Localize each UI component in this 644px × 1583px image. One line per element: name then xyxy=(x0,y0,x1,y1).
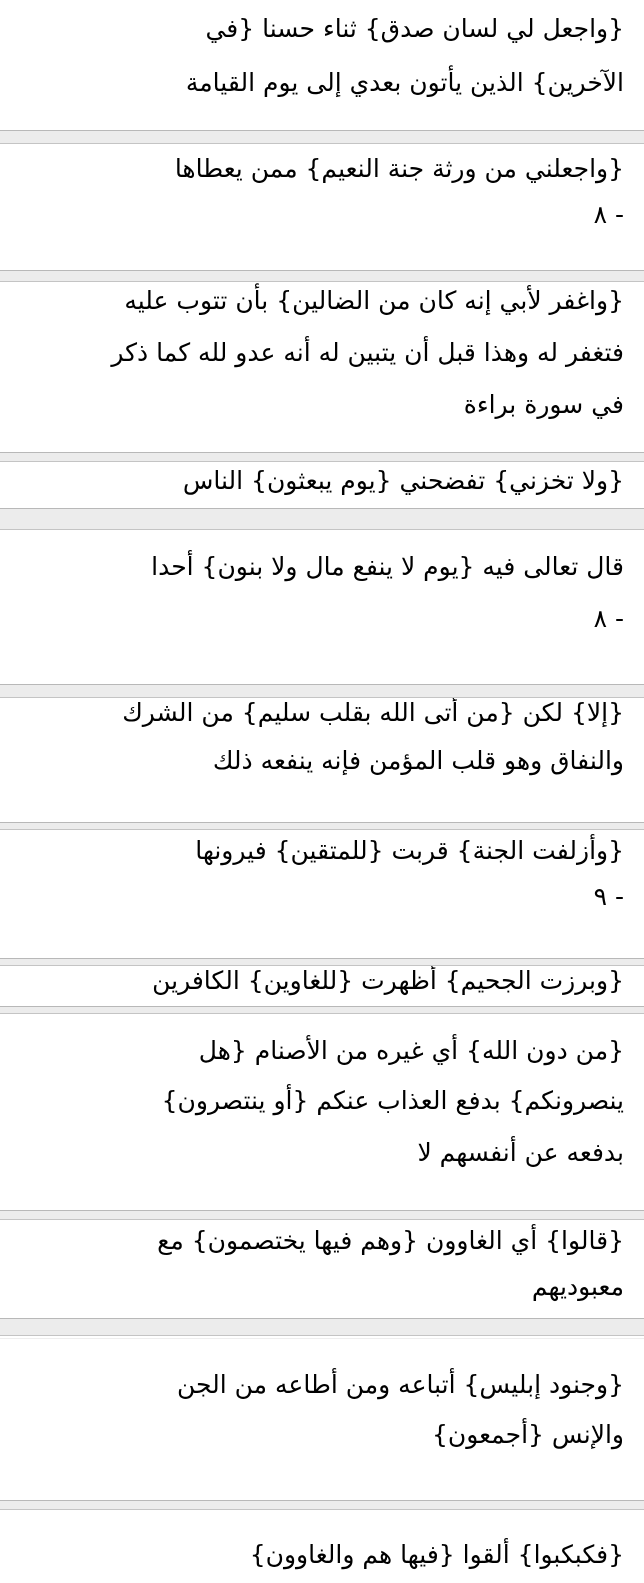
separator-3 xyxy=(0,452,644,462)
text-card-9 xyxy=(0,1014,644,1210)
separator-2 xyxy=(0,270,644,282)
card-6-line-1: {إلا} لكن {من أتى الله بقلب سليم} من الشرك xyxy=(122,698,624,727)
text-card-10 xyxy=(0,1220,644,1318)
card-11-line-2: والإنس {أجمعون} xyxy=(431,1420,624,1449)
card-10-line-1: {قالوا} أي الغاوون {وهم فيها يختصمون} مع xyxy=(157,1226,624,1255)
separator-11 xyxy=(0,1500,644,1510)
card-6-line-2: والنفاق وهو قلب المؤمن فإنه ينفعه ذلك xyxy=(212,746,624,775)
text-card-6 xyxy=(0,698,644,822)
separator-10 xyxy=(0,1318,644,1336)
separator-7 xyxy=(0,958,644,966)
card-12-line-1: {فكبكبوا} ألقوا {فيها هم والغاوون} xyxy=(249,1540,624,1569)
card-4-line-1: {ولا تخزني} تفضحني {يوم يبعثون} الناس xyxy=(182,466,624,495)
faint-divider xyxy=(0,1338,644,1339)
card-8-line-1: {وبرزت الجحيم} أظهرت {للغاوين} الكافرين xyxy=(152,966,624,995)
card-9-line-1: {من دون الله} أي غيره من الأصنام {هل xyxy=(198,1036,624,1065)
card-5-line-1: قال تعالى فيه {يوم لا ينفع مال ولا بنون} أحدا xyxy=(151,552,624,581)
card-1-line-2: الآخرين} الذين يأتون بعدي إلى يوم القيامة xyxy=(185,68,624,97)
text-card-11 xyxy=(0,1336,644,1500)
text-card-12 xyxy=(0,1510,644,1583)
text-card-5 xyxy=(0,530,644,684)
separator-6 xyxy=(0,822,644,830)
text-card-3 xyxy=(0,282,644,452)
separator-1 xyxy=(0,130,644,144)
card-10-line-2: معبوديهم xyxy=(531,1272,624,1301)
text-card-2 xyxy=(0,144,644,270)
card-7-line-1: {وأزلفت الجنة} قربت {للمتقين} فيرونها xyxy=(195,836,624,865)
card-3-line-3: في سورة براءة xyxy=(463,390,624,419)
separator-8 xyxy=(0,1006,644,1014)
card-3-line-1: {واغفر لأبي إنه كان من الضالين} بأن تتوب عليه xyxy=(124,286,624,315)
card-5-line-2: ٨ - xyxy=(593,604,624,633)
separator-4 xyxy=(0,508,644,530)
separator-5 xyxy=(0,684,644,698)
card-9-line-3: بدفعه عن أنفسهم لا xyxy=(417,1138,624,1167)
card-11-line-1: {وجنود إبليس} أتباعه ومن أطاعه من الجن xyxy=(176,1370,624,1399)
text-card-7 xyxy=(0,830,644,958)
card-9-line-2: ينصرونكم} بدفع العذاب عنكم {أو ينتصرون} xyxy=(161,1086,624,1115)
card-2-line-1: {واجعلني من ورثة جنة النعيم} ممن يعطاها xyxy=(174,154,624,183)
card-2-line-2: ٨ - xyxy=(593,200,624,229)
text-card-8 xyxy=(0,966,644,1006)
text-card-4 xyxy=(0,462,644,508)
card-3-line-2: فتغفر له وهذا قبل أن يتبين له أنه عدو لله كما ذكر xyxy=(111,338,624,367)
card-7-line-2: ٩ - xyxy=(593,882,624,911)
separator-9 xyxy=(0,1210,644,1220)
card-1-line-1: {واجعل لي لسان صدق} ثناء حسنا {في xyxy=(205,14,624,43)
text-card-1 xyxy=(0,0,644,130)
